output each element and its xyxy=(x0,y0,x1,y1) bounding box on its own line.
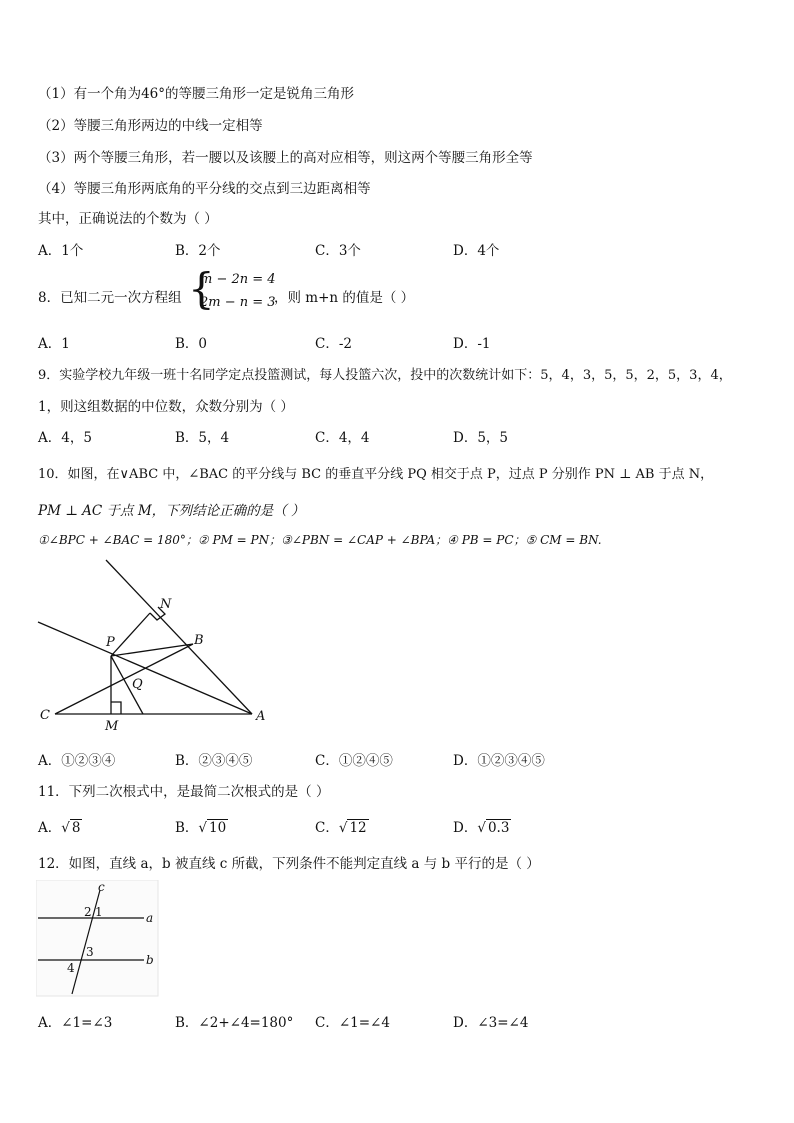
q11-option-a-radicand: 8 xyxy=(71,820,81,836)
q10-line-1: 10．如图，在∨ABC 中，∠BAC 的平分线与 BC 的垂直平分线 PQ 相交于点 P，过点 P 分别作 PN ⊥ AB 于点 N， xyxy=(38,467,714,482)
right-angle-mark-M xyxy=(111,702,121,714)
sqrt-icon: √ xyxy=(61,820,70,836)
q12-parallel-lines-figure xyxy=(36,880,160,998)
angle-label-2: 2 xyxy=(84,905,92,919)
q12-option-d: D．∠3=∠4 xyxy=(453,1015,529,1031)
q10-option-b: B．②③④⑤ xyxy=(175,753,253,769)
q8-option-d: D．-1 xyxy=(453,336,491,352)
q12-option-c: C．∠1=∠4 xyxy=(315,1015,390,1031)
label-A: A xyxy=(256,709,266,724)
label-b: b xyxy=(146,953,154,967)
q7-statement-3: （3）两个等腰三角形，若一腰以及该腰上的高对应相等，则这两个等腰三角形全等 xyxy=(38,150,533,166)
q9-line-1: 9．实验学校九年级一班十名同学定点投篮测试，每人投篮六次，投中的次数统计如下：5，4，3，5，5，2，5，3，4， xyxy=(38,368,732,383)
q8-equation-1: m − 2n = 4 xyxy=(200,272,276,287)
angle-label-1: 1 xyxy=(95,905,103,919)
q12-stem: 12．如图，直线 a，b 被直线 c 所截，下列条件不能判定直线 a 与 b 平行的是（ ） xyxy=(38,856,540,872)
q7-option-a: A．1个 xyxy=(38,243,84,259)
q7-statement-4: （4）等腰三角形两底角的平分线的交点到三边距离相等 xyxy=(38,181,371,197)
q10-line-2: PM ⊥ AC 于点 M，下列结论正确的是（ ） xyxy=(38,503,305,519)
label-N: N xyxy=(160,597,172,612)
q7-statement-1: （1）有一个角为46°的等腰三角形一定是锐角三角形 xyxy=(38,86,355,102)
q8-equation-system xyxy=(188,264,278,316)
angle-label-4: 4 xyxy=(67,961,75,975)
sqrt-icon: √ xyxy=(477,820,486,836)
brace-icon: { xyxy=(188,264,215,313)
q7-statement-2: （2）等腰三角形两边的中线一定相等 xyxy=(38,118,263,134)
sqrt-icon: √ xyxy=(198,820,208,836)
q8-stem-suffix: ，则 m+n 的值是（ ） xyxy=(274,290,415,306)
segment-PN xyxy=(111,613,150,656)
label-c: c xyxy=(98,880,105,894)
q12-option-b: B．∠2+∠4=180° xyxy=(175,1015,294,1031)
q8-equation-2: 2m − n = 3 xyxy=(200,295,276,310)
q7-option-b: B．2个 xyxy=(175,243,221,259)
q9-line-2: 1，则这组数据的中位数，众数分别为（ ） xyxy=(38,399,294,415)
q7-stem: 其中，正确说法的个数为（ ） xyxy=(38,211,218,227)
q11-option-a-letter: A． xyxy=(38,820,62,836)
q9-option-b: B．5，4 xyxy=(175,430,230,446)
figure-background xyxy=(36,880,158,996)
q8-option-c: C．-2 xyxy=(315,336,352,352)
label-a: a xyxy=(146,911,154,925)
q11-option-a xyxy=(38,816,82,836)
q7-option-c: C．3个 xyxy=(315,243,361,259)
q8-option-b: B．0 xyxy=(175,336,208,352)
q11-option-b-radicand: 10 xyxy=(209,820,227,836)
sqrt-icon: √ xyxy=(338,820,348,836)
q8-stem-prefix: 8．已知二元一次方程组 xyxy=(38,290,182,306)
label-C: C xyxy=(40,708,50,723)
label-M: M xyxy=(105,719,119,734)
label-Q: Q xyxy=(132,677,143,692)
q9-option-c: C．4，4 xyxy=(315,430,370,446)
q10-option-c: C．①②④⑤ xyxy=(315,753,393,769)
label-P: P xyxy=(106,635,115,650)
q9-option-a: A．4，5 xyxy=(38,430,92,446)
q11-option-d-radicand: 0.3 xyxy=(487,820,510,836)
q8-option-a: A．1 xyxy=(38,336,70,352)
q11-option-c xyxy=(315,816,369,836)
q10-option-d: D．①②③④⑤ xyxy=(453,753,545,769)
q11-option-c-radicand: 12 xyxy=(349,820,367,836)
q11-option-b xyxy=(175,816,228,836)
q11-option-d xyxy=(453,816,511,836)
q7-option-d: D．4个 xyxy=(453,243,500,259)
q9-option-d: D．5，5 xyxy=(453,430,509,446)
q10-option-a: A．①②③④ xyxy=(38,753,116,769)
q12-option-a: A．∠1=∠3 xyxy=(38,1015,113,1031)
q11-option-c-letter: C． xyxy=(315,820,339,836)
label-B: B xyxy=(194,633,204,648)
q11-option-d-letter: D． xyxy=(453,820,478,836)
q11-stem: 11．下列二次根式中，是最简二次根式的是（ ） xyxy=(38,784,330,800)
q10-triangle-figure xyxy=(30,552,280,737)
q10-line-3: ①∠BPC + ∠BAC = 180°；② PM = PN；③∠PBN = ∠CAP + ∠BPA；④ PB = PC；⑤ CM = BN. xyxy=(38,533,602,547)
q11-option-b-letter: B． xyxy=(175,820,199,836)
angle-label-3: 3 xyxy=(86,945,94,959)
